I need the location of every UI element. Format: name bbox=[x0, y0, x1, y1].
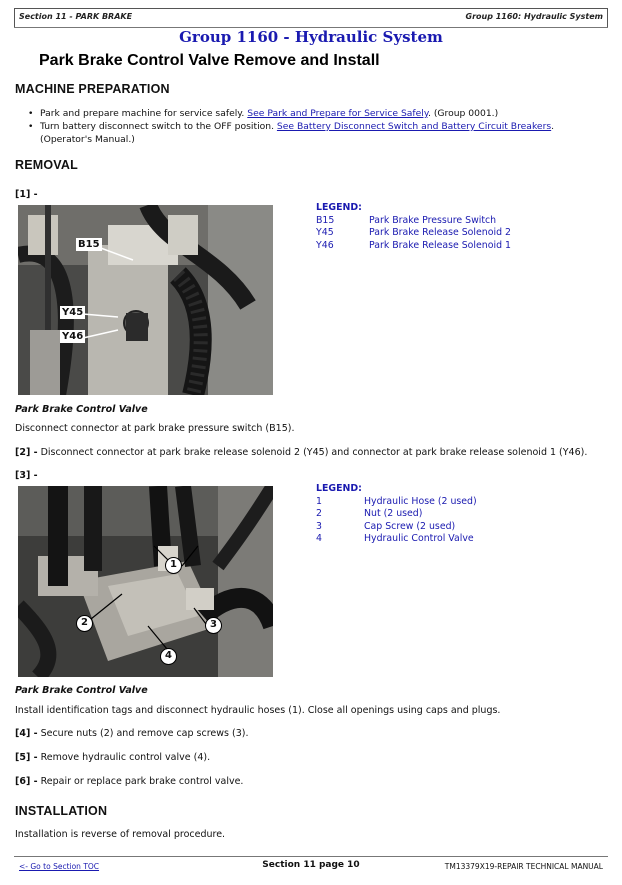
callout-lines-1 bbox=[18, 205, 273, 395]
callout-b15: B15 bbox=[78, 239, 100, 250]
step-5-text: Remove hydraulic control valve (4). bbox=[40, 752, 211, 763]
step-5 bbox=[15, 752, 605, 763]
legend-row bbox=[316, 521, 477, 534]
park-prepare-link[interactable]: See Park and Prepare for Service Safely bbox=[247, 108, 428, 119]
bullet-suffix: . (Group 0001.) bbox=[427, 108, 499, 119]
bullet-text-line2: (Operator's Manual.) bbox=[40, 134, 135, 145]
legend-2 bbox=[316, 483, 477, 546]
legend-desc: Park Brake Pressure Switch bbox=[369, 214, 497, 226]
step-1-text: Disconnect connector at park brake pressure switch (B15). bbox=[15, 423, 295, 434]
legend-desc: Park Brake Release Solenoid 2 bbox=[369, 227, 511, 239]
legend-title: LEGEND: bbox=[316, 202, 362, 213]
step-6-text: Repair or replace park brake control valve. bbox=[40, 776, 244, 787]
step-2-number: [2] - bbox=[15, 447, 38, 458]
step-4-text: Secure nuts (2) and remove cap screws (3). bbox=[40, 728, 249, 739]
step-3-label: [3] - bbox=[15, 470, 38, 481]
step-4-number: [4] - bbox=[15, 728, 38, 739]
legend-desc: Cap Screw (2 used) bbox=[364, 520, 456, 532]
machine-prep-heading: MACHINE PREPARATION bbox=[15, 82, 170, 96]
removal-heading: REMOVAL bbox=[15, 158, 78, 172]
step-1-label: [1] - bbox=[15, 189, 38, 200]
installation-text: Installation is reverse of removal procedure. bbox=[15, 829, 226, 840]
bullet-suffix: . bbox=[551, 121, 555, 132]
group-title: Group 1160 - Hydraulic System bbox=[179, 28, 443, 46]
legend-row bbox=[316, 215, 511, 228]
page-title: Park Brake Control Valve Remove and Install bbox=[39, 52, 380, 69]
footer-divider bbox=[14, 856, 608, 857]
legend-row bbox=[316, 533, 477, 546]
legend-1 bbox=[316, 202, 511, 252]
bullet-text: Turn battery disconnect switch to the OFF position. bbox=[40, 121, 274, 132]
step-6-number: [6] - bbox=[15, 776, 38, 787]
page-number: Section 11 page 10 bbox=[262, 860, 360, 870]
manual-title: TM13379X19-REPAIR TECHNICAL MANUAL bbox=[444, 862, 603, 871]
bullet-icon: • bbox=[28, 121, 34, 132]
legend-row bbox=[316, 496, 477, 509]
callout-y46: Y46 bbox=[62, 331, 84, 342]
legend-code: B15 bbox=[316, 214, 335, 226]
bullet-icon: • bbox=[28, 108, 34, 119]
photo-2-illustration bbox=[18, 486, 273, 677]
legend-desc: Nut (2 used) bbox=[364, 508, 423, 520]
legend-code: 1 bbox=[316, 495, 322, 507]
step-2 bbox=[15, 447, 605, 458]
list-item bbox=[28, 107, 588, 120]
legend-code: 2 bbox=[316, 508, 322, 520]
list-item bbox=[28, 120, 588, 146]
legend-desc: Hydraulic Hose (2 used) bbox=[364, 495, 477, 507]
step-6 bbox=[15, 776, 605, 787]
bullet-text: Park and prepare machine for service safely. bbox=[40, 108, 245, 119]
header-group: Group 1160: Hydraulic System bbox=[465, 12, 603, 21]
machine-prep-list bbox=[28, 107, 588, 146]
callout-4: 4 bbox=[160, 648, 177, 665]
legend-row bbox=[316, 227, 511, 240]
section-toc-link[interactable]: <- Go to Section TOC bbox=[19, 862, 100, 871]
legend-desc: Hydraulic Control Valve bbox=[364, 533, 474, 545]
legend-code: Y46 bbox=[316, 239, 334, 251]
step-2-text: Disconnect connector at park brake release solenoid 2 (Y45) and connector at park brake release solenoid 1 (Y46). bbox=[40, 447, 588, 458]
legend-row bbox=[316, 240, 511, 253]
photo-2-caption: Park Brake Control Valve bbox=[15, 685, 148, 696]
header-section: Section 11 - PARK BRAKE bbox=[19, 12, 133, 21]
legend-title: LEGEND: bbox=[316, 483, 362, 494]
legend-code: Y45 bbox=[316, 227, 334, 239]
legend-code: 4 bbox=[316, 533, 322, 545]
callout-y45: Y45 bbox=[62, 307, 84, 318]
legend-desc: Park Brake Release Solenoid 1 bbox=[369, 239, 511, 251]
callout-2: 2 bbox=[76, 615, 93, 632]
park-brake-valve-photo-1 bbox=[18, 205, 273, 395]
park-brake-valve-photo-2 bbox=[18, 486, 273, 677]
callout-1: 1 bbox=[165, 557, 182, 574]
callout-3: 3 bbox=[205, 617, 222, 634]
installation-heading: INSTALLATION bbox=[15, 804, 108, 818]
photo-1-caption: Park Brake Control Valve bbox=[15, 404, 148, 415]
battery-disconnect-link[interactable]: See Battery Disconnect Switch and Battery Circuit Breakers bbox=[276, 121, 552, 132]
step-3-text: Install identification tags and disconnect hydraulic hoses (1). Close all openings using caps and plugs. bbox=[15, 705, 501, 716]
legend-row bbox=[316, 508, 477, 521]
legend-code: 3 bbox=[316, 520, 322, 532]
step-4 bbox=[15, 728, 605, 739]
step-5-number: [5] - bbox=[15, 752, 38, 763]
